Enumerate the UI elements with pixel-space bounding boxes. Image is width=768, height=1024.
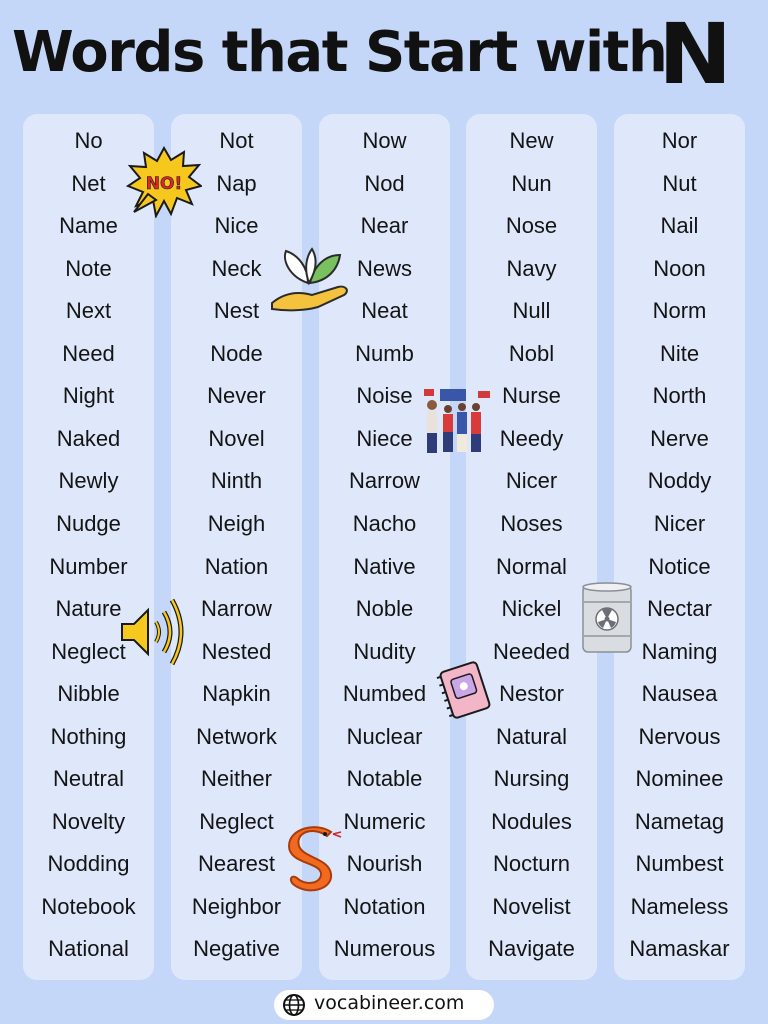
word-item: Noise [356,383,413,409]
word-item: Name [59,213,118,239]
word-item: Neglect [199,808,274,834]
word-item: Note [65,255,112,281]
word-item: Node [210,340,263,366]
page-title [0,5,768,108]
word-item: National [48,936,129,962]
word-item: Near [360,213,409,239]
word-item: Nose [505,213,558,239]
word-item: Need [62,340,115,366]
word-item: Nail [660,213,699,239]
word-item: Nursing [493,766,570,792]
word-item: Nuclear [346,723,423,749]
word-item: Noses [500,510,563,536]
word-item: Nudge [56,510,121,536]
word-item: Neighbor [191,893,282,919]
word-item: Navy [506,255,557,281]
word-item: Needed [492,638,571,664]
word-item: Next [65,298,112,324]
website-badge[interactable] [274,990,494,1020]
word-item: Nametag [634,808,725,834]
word-item: Native [353,553,416,579]
people-with-flags-icon [418,385,494,457]
word-item: Namaskar [629,936,730,962]
word-item: Nature [55,596,122,622]
word-item: News [356,255,412,281]
word-item: Noddy [647,468,712,494]
globe-icon [282,993,306,1017]
word-item: Nut [662,170,697,196]
word-item: Nothing [50,723,127,749]
word-item: No [74,128,103,153]
word-item: Nickel [501,596,562,622]
word-item: Numbed [342,681,427,707]
word-item: Nestor [499,681,564,707]
word-item: Novelist [492,893,571,919]
word-item: North [652,383,707,409]
word-column-5 [614,114,745,980]
word-item: Naming [641,638,718,664]
notebook-icon [436,660,494,720]
hand-with-leaves-icon [268,243,352,313]
title-letter: N [658,5,733,103]
word-item: Null [512,298,551,324]
word-item: Notebook [41,893,136,919]
word-item: Nodding [47,851,130,877]
word-item: Nicer [505,468,558,494]
snake-icon [283,822,345,902]
speaker-icon [118,596,190,668]
word-column-1 [23,114,154,980]
word-item: Neigh [207,510,266,536]
word-item: Numeric [343,808,426,834]
word-item: Narrow [201,596,272,622]
word-item: Nobl [508,340,555,366]
word-item: Nodules [491,808,572,834]
word-item: Neat [361,298,408,324]
word-item: Number [49,553,128,579]
word-item: Net [71,170,106,196]
word-item: Nite [659,340,700,366]
word-item: Never [207,383,266,409]
word-item: Nor [661,128,698,153]
word-item: Nominee [635,766,724,792]
word-item: Natural [496,723,567,749]
word-item: Narrow [349,468,420,494]
word-item: Nurse [502,383,561,409]
word-item: Numbest [635,851,724,877]
word-item: Notable [346,766,423,792]
word-item: Ninth [210,468,263,494]
word-item: Nocturn [492,851,571,877]
word-item: Nested [201,638,272,664]
word-item: Nerve [650,425,709,451]
word-item: Needy [499,425,564,451]
word-item: Nervous [638,723,721,749]
no-speech-bubble-icon [126,146,202,218]
word-item: Nod [364,170,405,196]
word-item: Novelty [51,808,126,834]
word-item: New [509,128,554,153]
word-item: Neutral [53,766,124,792]
word-item: Numerous [333,936,436,962]
word-item: Numb [355,340,414,366]
word-item: Now [362,128,407,153]
word-item: Neck [211,255,262,281]
word-item: Naked [56,425,121,451]
word-item: Nearest [197,851,276,877]
word-item: Nice [214,213,259,239]
word-item: Novel [208,425,265,451]
word-item: Niece [356,425,413,451]
word-item: Noble [355,596,414,622]
word-item: Neglect [51,638,126,664]
word-item: Nun [511,170,552,196]
title-text: Words that Start with [12,20,667,85]
website-url[interactable]: vocabineer.com [314,992,465,1014]
word-item: Negative [193,936,280,962]
radioactive-barrel-icon [580,580,634,658]
word-item: Nap [216,170,257,196]
word-item: Nibble [57,681,120,707]
word-item: Nation [204,553,269,579]
word-item: Nest [213,298,260,324]
word-item: Notation [343,893,426,919]
word-item: Noon [653,255,706,281]
word-item: Nacho [352,510,417,536]
word-item: Newly [58,468,119,494]
word-item: Norm [652,298,707,324]
word-item: Nudity [353,638,416,664]
word-item: Normal [496,553,567,579]
word-item: Nicer [653,510,706,536]
word-item: Neither [201,766,272,792]
word-item: Napkin [202,681,271,707]
word-item: Network [196,723,277,749]
word-item: Nausea [641,681,718,707]
word-item: Notice [648,553,711,579]
word-item: Nourish [346,851,423,877]
word-item: Not [219,128,254,153]
word-item: Navigate [488,936,575,962]
no-bubble-text: NO! [145,174,183,194]
word-column-4 [466,114,597,980]
word-item: Nectar [647,596,712,622]
word-item: Nameless [630,893,729,919]
word-item: Night [62,383,115,409]
